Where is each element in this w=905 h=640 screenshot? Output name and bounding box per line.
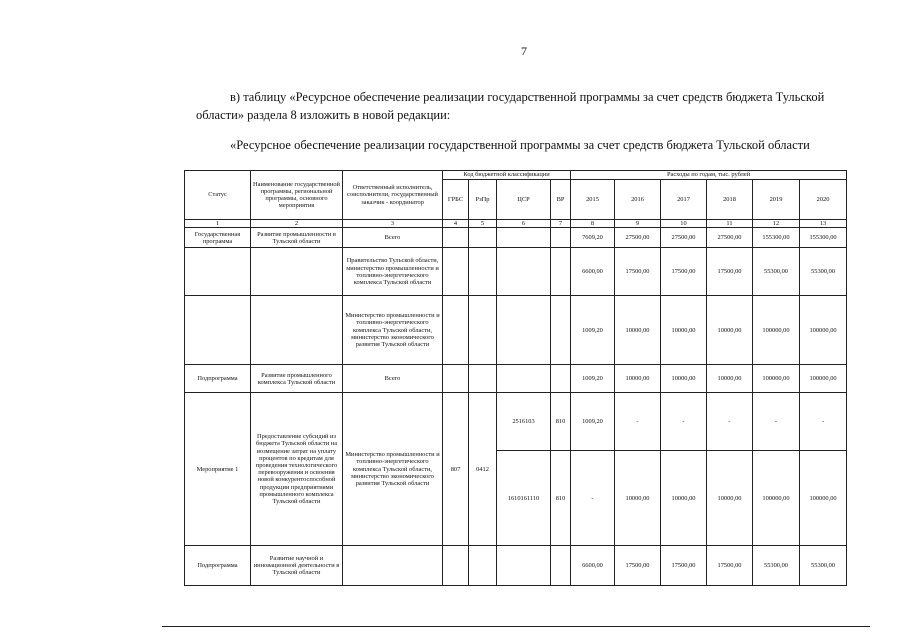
csr-cell bbox=[497, 546, 551, 586]
csr-cell: 2516103 bbox=[497, 393, 551, 451]
value-cell: 55300,00 bbox=[800, 546, 847, 586]
executor-cell: Всего bbox=[343, 228, 443, 248]
col-number: 3 bbox=[343, 220, 443, 228]
name-cell: Предоставление субсидий из бюджета Тульской области на возмещение затрат на уплату процентов по кредитам для проведения технологического перевооружения и освоения новой конкурентоспособной продукции предприятиями промышленного комплекса Тульской области bbox=[251, 393, 343, 546]
value-cell: 27500,00 bbox=[661, 228, 707, 248]
value-cell: 10000,00 bbox=[707, 296, 753, 365]
value-cell: 100000,00 bbox=[753, 296, 800, 365]
value-cell: 100000,00 bbox=[753, 451, 800, 546]
header-year: 2020 bbox=[800, 180, 847, 220]
value-cell: 1009,20 bbox=[571, 365, 615, 393]
rzpr-cell bbox=[469, 365, 497, 393]
grbs-cell bbox=[443, 248, 469, 296]
value-cell: - bbox=[571, 451, 615, 546]
value-cell: 100000,00 bbox=[753, 365, 800, 393]
status-cell: Государственная программа bbox=[185, 228, 251, 248]
vr-cell bbox=[551, 546, 571, 586]
table-row bbox=[185, 228, 847, 248]
value-cell: 17500,00 bbox=[707, 248, 753, 296]
rzpr-cell bbox=[469, 546, 497, 586]
table-row bbox=[185, 296, 847, 365]
value-cell: 17500,00 bbox=[615, 248, 661, 296]
rzpr-cell bbox=[469, 248, 497, 296]
intro-paragraph: в) таблицу «Ресурсное обеспечение реализации государственной программы за счет средств бюджета Тульской области» раздела 8 изложить в новой редакции: bbox=[196, 90, 825, 122]
value-cell: 10000,00 bbox=[615, 296, 661, 365]
value-cell: 155300,00 bbox=[800, 228, 847, 248]
executor-cell: Всего bbox=[343, 365, 443, 393]
value-cell: 100000,00 bbox=[800, 365, 847, 393]
name-cell bbox=[251, 248, 343, 296]
value-cell: 1009,20 bbox=[571, 393, 615, 451]
table-row bbox=[185, 365, 847, 393]
value-cell: 55300,00 bbox=[800, 248, 847, 296]
grbs-cell: 807 bbox=[443, 393, 469, 546]
vr-cell bbox=[551, 228, 571, 248]
value-cell: 100000,00 bbox=[800, 451, 847, 546]
header-budget-code: Код бюджетной классификации bbox=[443, 171, 571, 180]
value-cell: - bbox=[615, 393, 661, 451]
table-title: «Ресурсное обеспечение реализации государственной программы за счет средств бюджета Тульской области bbox=[230, 138, 810, 152]
vr-cell bbox=[551, 248, 571, 296]
header-year: 2017 bbox=[661, 180, 707, 220]
value-cell: 17500,00 bbox=[661, 248, 707, 296]
value-cell: 10000,00 bbox=[661, 451, 707, 546]
value-cell: 10000,00 bbox=[661, 365, 707, 393]
vr-cell bbox=[551, 296, 571, 365]
value-cell: 10000,00 bbox=[615, 451, 661, 546]
executor-cell bbox=[343, 546, 443, 586]
header-executor: Ответственный исполнитель, соисполнители, государственный заказчик - координатор bbox=[343, 171, 443, 220]
header-name: Наименование государственной программы, региональной программы, основного мероприятия bbox=[251, 171, 343, 220]
resource-table bbox=[184, 170, 847, 586]
value-cell: 10000,00 bbox=[615, 365, 661, 393]
table-row bbox=[185, 546, 847, 586]
executor-cell: Министерство промышленности и топливно-энергетического комплекса Тульской области, министерство экономического развития Тульской области bbox=[343, 393, 443, 546]
value-cell: 17500,00 bbox=[661, 546, 707, 586]
header-csr: ЦСР bbox=[497, 180, 551, 220]
header-status: Статус bbox=[185, 171, 251, 220]
executor-cell: Правительство Тульской области, министерство промышленности и топливно-энергетического комплекса Тульской области bbox=[343, 248, 443, 296]
status-cell: Мероприятие 1 bbox=[185, 393, 251, 546]
page-number: 7 bbox=[521, 44, 527, 58]
grbs-cell bbox=[443, 296, 469, 365]
header-grbs: ГРБС bbox=[443, 180, 469, 220]
value-cell: 7609,20 bbox=[571, 228, 615, 248]
csr-cell bbox=[497, 296, 551, 365]
status-cell bbox=[185, 296, 251, 365]
grbs-cell bbox=[443, 365, 469, 393]
status-cell bbox=[185, 248, 251, 296]
header-year: 2018 bbox=[707, 180, 753, 220]
col-number: 1 bbox=[185, 220, 251, 228]
value-cell: 10000,00 bbox=[707, 451, 753, 546]
status-cell: Подпрограмма bbox=[185, 365, 251, 393]
value-cell: 55300,00 bbox=[753, 546, 800, 586]
header-year: 2015 bbox=[571, 180, 615, 220]
page-bottom-rule bbox=[162, 626, 870, 627]
name-cell: Развитие промышленности в Тульской области bbox=[251, 228, 343, 248]
col-number: 6 bbox=[497, 220, 551, 228]
value-cell: 27500,00 bbox=[707, 228, 753, 248]
csr-cell bbox=[497, 228, 551, 248]
value-cell: 10000,00 bbox=[707, 365, 753, 393]
value-cell: - bbox=[661, 393, 707, 451]
header-vr: ВР bbox=[551, 180, 571, 220]
col-number: 9 bbox=[615, 220, 661, 228]
vr-cell: 810 bbox=[551, 393, 571, 451]
value-cell: 6600,00 bbox=[571, 546, 615, 586]
table-row bbox=[185, 393, 847, 451]
value-cell: 17500,00 bbox=[615, 546, 661, 586]
value-cell: 55300,00 bbox=[753, 248, 800, 296]
col-number: 8 bbox=[571, 220, 615, 228]
col-number: 7 bbox=[551, 220, 571, 228]
grbs-cell bbox=[443, 228, 469, 248]
rzpr-cell bbox=[469, 228, 497, 248]
value-cell: - bbox=[800, 393, 847, 451]
col-number: 5 bbox=[469, 220, 497, 228]
col-number: 13 bbox=[800, 220, 847, 228]
rzpr-cell: 0412 bbox=[469, 393, 497, 546]
header-expenses: Расходы по годам, тыс. рублей bbox=[571, 171, 847, 180]
col-number: 11 bbox=[707, 220, 753, 228]
executor-cell: Министерство промышленности и топливно-энергетического комплекса Тульской области, министерство экономического развития Тульской области bbox=[343, 296, 443, 365]
vr-cell bbox=[551, 365, 571, 393]
csr-cell bbox=[497, 248, 551, 296]
grbs-cell bbox=[443, 546, 469, 586]
value-cell: 100000,00 bbox=[800, 296, 847, 365]
value-cell: 17500,00 bbox=[707, 546, 753, 586]
name-cell bbox=[251, 296, 343, 365]
csr-cell bbox=[497, 365, 551, 393]
header-row-top bbox=[185, 171, 847, 180]
col-number: 4 bbox=[443, 220, 469, 228]
rzpr-cell bbox=[469, 296, 497, 365]
value-cell: 1009,20 bbox=[571, 296, 615, 365]
vr-cell: 810 bbox=[551, 451, 571, 546]
column-number-row bbox=[185, 220, 847, 228]
header-rzpr: РзПр bbox=[469, 180, 497, 220]
value-cell: - bbox=[753, 393, 800, 451]
status-cell: Подпрограмма bbox=[185, 546, 251, 586]
value-cell: - bbox=[707, 393, 753, 451]
col-number: 12 bbox=[753, 220, 800, 228]
csr-cell: 1610161110 bbox=[497, 451, 551, 546]
value-cell: 27500,00 bbox=[615, 228, 661, 248]
header-year: 2019 bbox=[753, 180, 800, 220]
col-number: 10 bbox=[661, 220, 707, 228]
name-cell: Развитие промышленного комплекса Тульской области bbox=[251, 365, 343, 393]
col-number: 2 bbox=[251, 220, 343, 228]
name-cell: Развитие научной и инновационной деятельности в Тульской области bbox=[251, 546, 343, 586]
value-cell: 155300,00 bbox=[753, 228, 800, 248]
table-row bbox=[185, 248, 847, 296]
value-cell: 6600,00 bbox=[571, 248, 615, 296]
value-cell: 10000,00 bbox=[661, 296, 707, 365]
header-year: 2016 bbox=[615, 180, 661, 220]
